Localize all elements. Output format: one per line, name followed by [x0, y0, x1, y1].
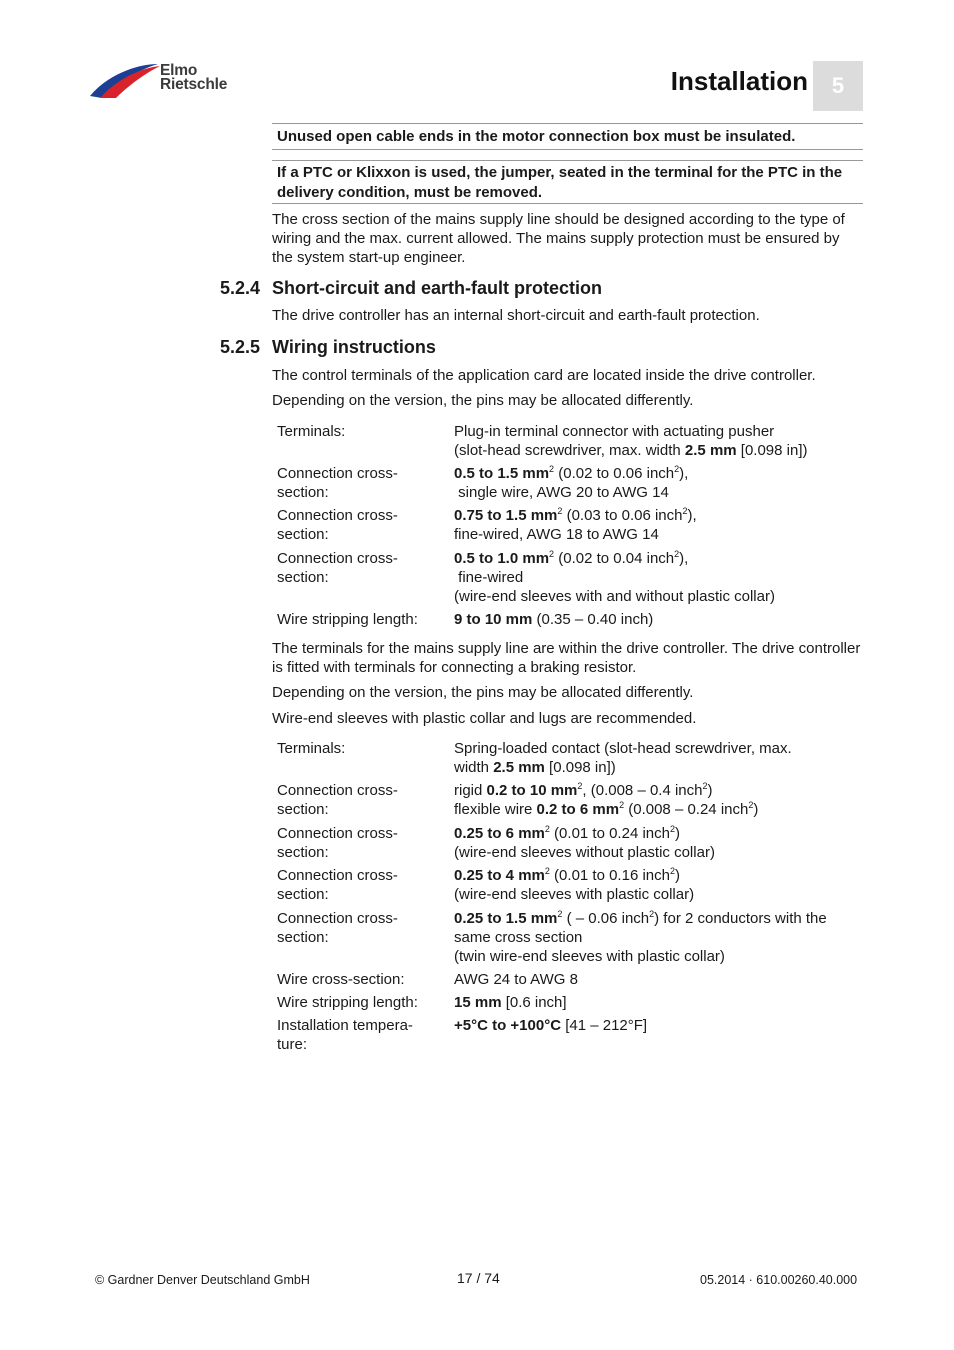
spec-value: 0.5 to 1.0 $mm^2$ (0.02 to 0.04 inch$^2$), fine-wired (wire-end sleeves with and without plastic collar) [454, 549, 775, 605]
intro-paragraph: The cross section of the mains supply line should be designed according to the type of wiring and the max. current allowed. The mains supply protection must be ensured by the system start-up engineer. [272, 211, 845, 266]
spec-value: AWG 24 to AWG 8 [454, 971, 578, 988]
spec-value: 0.75 to 1.5 $mm^2$ (0.03 to 0.06 inch$^2$), fine-wired, AWG 18 to AWG 14 [454, 506, 697, 543]
document-reference: 05.2014 · 610.00260.40.000 [700, 1273, 858, 1287]
paragraph: Depending on the version, the pins may be allocated differently. [272, 684, 694, 701]
warning-note: If a PTC or Klixxon is used, the jumper, seated in the terminal for the PTC in the delivery condition, must be removed. [272, 160, 863, 204]
spec-value: 0.25 to 1.5 $mm^2$ ( – 0.06 inch$^2$) for 2 conductors with the same cross section (twin wire-end sleeves with plastic collar) [454, 909, 827, 965]
spec-value: 0.25 to 6 $mm^2$ (0.01 to 0.24 inch$^2$) (wire-end sleeves without plastic collar) [454, 824, 715, 861]
logo-line-2: Rietschle [160, 76, 228, 93]
spec-label: Wire stripping length: [277, 994, 418, 1011]
warning-note: Unused open cable ends in the motor connection box must be insulated. [272, 123, 863, 150]
paragraph: Wire-end sleeves with plastic collar and lugs are recommended. [272, 710, 697, 727]
paragraph: The terminals for the mains supply line are within the drive controller. The drive controller is fitted with terminals for connecting a braking resistor. [272, 640, 861, 676]
spec-label: Connection cross- section: [277, 825, 398, 861]
footer-copyright: © Gardner Denver Deutschland GmbH [95, 1273, 310, 1287]
logo-wordmark [160, 64, 227, 92]
spec-label: Connection cross- section: [277, 465, 398, 501]
spec-value: 0.25 to 4 $mm^2$ (0.01 to 0.16 inch$^2$) (wire-end sleeves with plastic collar) [454, 866, 695, 903]
page-number: 17 / 74 [457, 1270, 500, 1286]
section-number: 5.2.5 [220, 337, 261, 357]
paragraph: The drive controller has an internal short-circuit and earth-fault protection. [272, 307, 760, 324]
spec-value: rigid 0.2 to 10 $mm^2$, (0.008 – 0.4 inch$^2$) flexible wire 0.2 to 6 $mm^2$ (0.008 – 0.24 inch$^2$) [454, 781, 759, 818]
paragraph: Depending on the version, the pins may be allocated differently. [272, 392, 694, 409]
section-heading [220, 337, 436, 358]
logo-line-1: Elmo [160, 62, 198, 79]
spec-value: 0.5 to 1.5 $mm^2$ (0.02 to 0.06 inch$^2$), single wire, AWG 20 to AWG 14 [454, 464, 689, 501]
spec-value: Plug-in terminal connector with actuating pusher (slot-head screwdriver, max. width 2.5 mm [0.098 in]) [454, 423, 808, 459]
spec-label: Connection cross- section: [277, 867, 398, 903]
section-title: Wiring instructions [272, 337, 436, 357]
chapter-number-badge: 5 [813, 61, 863, 111]
spec-label: Connection cross- section: [277, 550, 398, 586]
paragraph: The control terminals of the application card are located inside the drive controller. [272, 367, 816, 384]
section-heading [220, 278, 602, 299]
spec-value: +5°C to +100°C [41 – 212°F] [454, 1017, 648, 1034]
spec-label: Connection cross- section: [277, 910, 398, 946]
chapter-title: Installation [670, 66, 808, 96]
spec-value: 9 to 10 mm (0.35 – 0.40 inch) [454, 611, 654, 628]
spec-label: Terminals: [277, 423, 346, 440]
spec-label: Connection cross- section: [277, 782, 398, 818]
section-title: Short-circuit and earth-fault protection [272, 278, 603, 298]
spec-label: Wire cross-section: [277, 971, 405, 988]
section-number: 5.2.4 [220, 278, 261, 298]
spec-label: Wire stripping length: [277, 611, 418, 628]
spec-value: 15 mm [0.6 inch] [454, 994, 567, 1011]
spec-label: Connection cross- section: [277, 507, 398, 543]
spec-label: Terminals: [277, 740, 346, 757]
spec-value: Spring-loaded contact (slot-head screwdriver, max. width 2.5 mm [0.098 in]) [454, 740, 792, 776]
spec-label: Installation tempera- ture: [277, 1017, 413, 1053]
